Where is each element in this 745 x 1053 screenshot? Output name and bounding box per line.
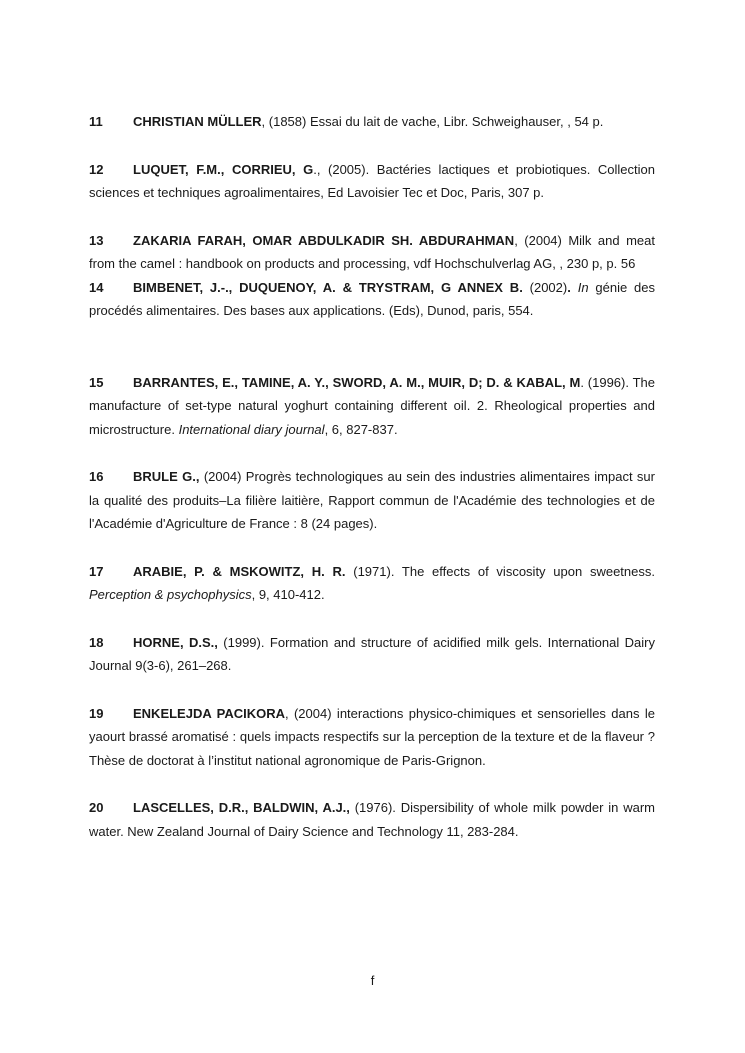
reference-authors: LUQUET, F.M., CORRIEU, G: [133, 161, 314, 177]
reference-number: 12: [89, 161, 104, 177]
reference-text: génie des procédés alimentaires. Des bases aux applications. (Eds), Dunod, paris, 554.: [89, 279, 655, 318]
reference-text: ., (2005). Bactéries lactiques et probiotiques. Collection sciences et techniques agroalimentaires, Ed Lavoisier Tec et Doc, Paris, 307 p.: [89, 161, 655, 200]
reference-text: (1999). Formation and structure of acidified milk gels. International Dairy Journal 9(3-6), 261–268.: [89, 634, 655, 673]
reference-authors: CHRISTIAN MÜLLER: [133, 114, 262, 129]
reference-text: , (2004) interactions physico-chimiques et sensorielles dans le yaourt brassé aromatisé : quels impacts respectifs sur la perception de la texture et de la flaveur ? Thèse de doctorat à l’institut national agronomique de Paris-Grignon.: [89, 705, 655, 768]
reference-11: [89, 110, 655, 134]
reference-text: (1976). Dispersibility of whole milk powder in warm water. New Zealand Journal of Dairy Science and Technology 11, 283-284.: [89, 800, 655, 839]
reference-text: (2004) Progrès technologiques au sein des industries alimentaires impact sur la qualité des produits–La filière laitière, Rapport commun de l'Académie des technologies et de l'Académie d'Agriculture de France : 8 (24 pages).: [89, 469, 655, 531]
reference-text: , 9, 410-412.: [251, 587, 325, 602]
reference-number: 13: [89, 232, 104, 248]
reference-17: [89, 560, 655, 607]
reference-authors: BIMBENET, J.-., DUQUENOY, A. & TRYSTRAM, G ANNEX B.: [133, 279, 523, 295]
reference-number: 15: [89, 374, 104, 390]
reference-text: , (2004) Milk and meat from the camel : handbook on products and processing, vdf Hochschulverlag AG, , 230 p, p. 56: [89, 232, 655, 271]
page-footer: [0, 973, 745, 988]
reference-19: [89, 702, 655, 773]
reference-14: [89, 276, 655, 323]
reference-authors: BARRANTES, E., TAMINE, A. Y., SWORD, A. M., MUIR, D; D. & KABAL, M: [133, 374, 581, 390]
reference-number: 11: [89, 114, 103, 129]
reference-20: [89, 796, 655, 843]
reference-16: [89, 465, 655, 536]
reference-list: [89, 110, 655, 843]
reference-authors: BRULE G.,: [133, 469, 200, 484]
reference-12: [89, 158, 655, 205]
reference-authors: HORNE, D.S.,: [133, 634, 218, 650]
reference-text: , 6, 827-837.: [324, 421, 398, 437]
reference-authors: ZAKARIA FARAH, OMAR ABDULKADIR SH. ABDURAHMAN: [133, 232, 515, 248]
reference-number: 16: [89, 469, 104, 484]
reference-text: (2002): [522, 279, 568, 295]
reference-text: (1971). The effects of viscosity upon sweetness.: [345, 563, 655, 579]
reference-number: 17: [89, 563, 104, 579]
reference-number: 14: [89, 279, 104, 295]
reference-italic: In: [577, 279, 589, 295]
reference-15: [89, 371, 655, 442]
reference-number: 18: [89, 634, 104, 650]
reference-authors: LASCELLES, D.R., BALDWIN, A.J.,: [133, 800, 350, 815]
reference-13: [89, 229, 655, 276]
reference-18: [89, 631, 655, 678]
reference-punctuation: .: [567, 279, 571, 295]
reference-journal: International diary journal: [178, 421, 325, 437]
page-number: f: [370, 973, 375, 988]
reference-authors: ARABIE, P. & MSKOWITZ, H. R.: [133, 563, 346, 579]
reference-journal: Perception & psychophysics: [89, 587, 252, 602]
reference-number: 19: [89, 705, 104, 721]
reference-authors: ENKELEJDA PACIKORA: [133, 705, 285, 721]
reference-number: 20: [89, 800, 104, 815]
reference-text: . (1996). The manufacture of set-type natural yoghurt containing different oil. 2. Rheological properties and microstructure.: [89, 374, 655, 437]
reference-text: , (1858) Essai du lait de vache, Libr. Schweighauser, , 54 p.: [261, 114, 604, 129]
